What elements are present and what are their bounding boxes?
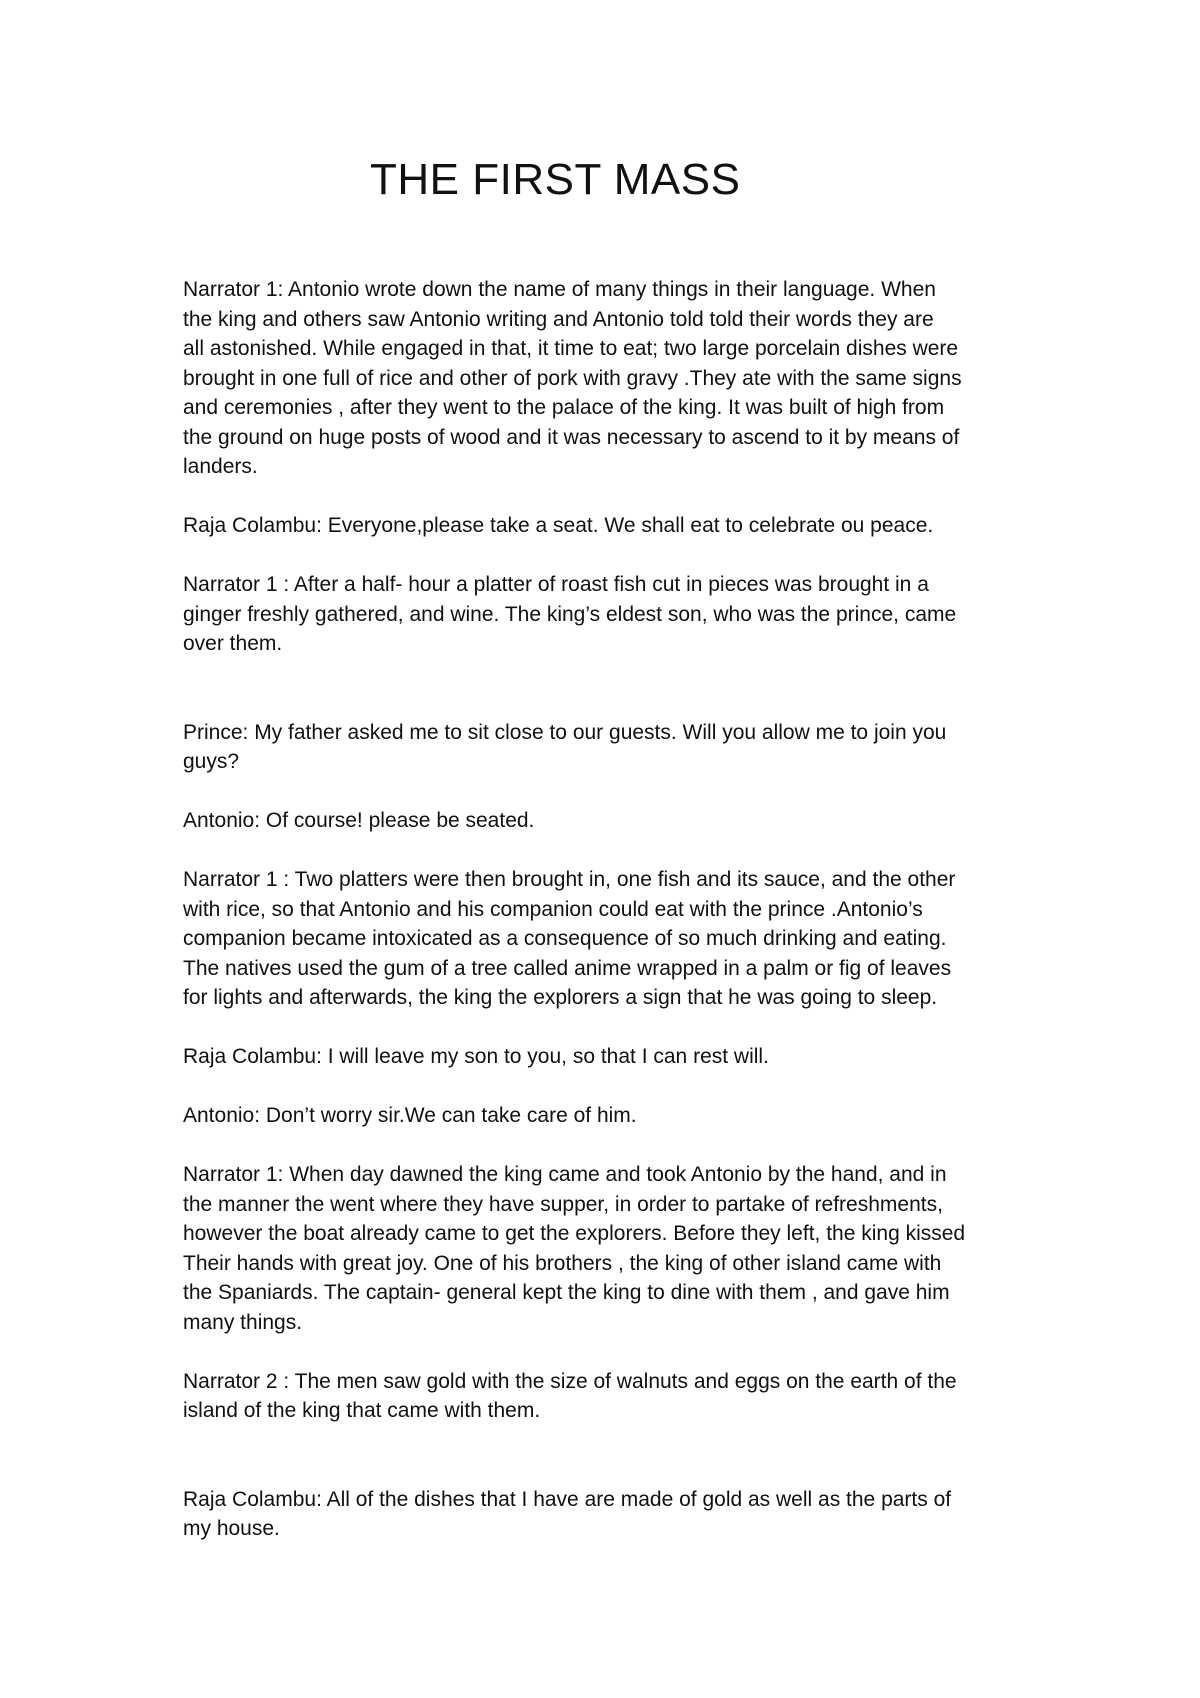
text-line: the Spaniards. The captain- general kept the king to dine with them , and gave him — [183, 1281, 950, 1304]
narration-paragraph — [183, 1367, 1033, 1426]
text-line: Narrator 2 : The men saw gold with the size of walnuts and eggs on the earth of the — [183, 1369, 957, 1393]
text-line: guys? — [183, 750, 240, 773]
text-line: the manner the went where they have supper, in order to partake of refreshments, — [183, 1192, 943, 1216]
text-line: my house. — [183, 1517, 280, 1540]
text-line: Their hands with great joy. One of his brothers , the king of other island came with — [183, 1251, 942, 1275]
dialogue-paragraph — [183, 1042, 1033, 1072]
text-line: the ground on huge posts of wood and it was necessary to ascend to it by means of — [183, 425, 960, 449]
dialogue-paragraph — [183, 1485, 1033, 1544]
text-line: Raja Colambu: I will leave my son to you, so that I can rest will. — [183, 1045, 769, 1068]
narration-paragraph — [183, 865, 1033, 1013]
text-line: however the boat already came to get the explorers. Before they left, the king kissed — [183, 1222, 966, 1245]
text-line: Narrator 1: When day dawned the king came and took Antonio by the hand, and in — [183, 1163, 947, 1186]
text-line: landers. — [183, 455, 258, 478]
text-line: Raja Colambu: Everyone,please take a seat. We shall eat to celebrate ou peace. — [183, 514, 934, 537]
narration-paragraph — [183, 275, 1033, 482]
text-line: with rice, so that Antonio and his companion could eat with the prince .Antonio’s — [183, 897, 923, 921]
paragraph-gap — [183, 1013, 1033, 1043]
text-line: for lights and afterwards, the king the explorers a sign that he was going to sleep. — [183, 986, 938, 1009]
text-line: the king and others saw Antonio writing and Antonio told told their words they are — [183, 307, 934, 331]
text-line: Narrator 1 : Two platters were then brought in, one fish and its sauce, and the other — [183, 868, 956, 891]
dialogue-paragraph — [183, 718, 1033, 777]
paragraph-gap — [183, 1131, 1033, 1161]
dialogue-paragraph — [183, 511, 1033, 541]
paragraph-gap — [183, 1072, 1033, 1102]
paragraph-gap — [183, 777, 1033, 807]
text-line: ginger freshly gathered, and wine. The king’s eldest son, who was the prince, came — [183, 602, 957, 626]
text-line: all astonished. While engaged in that, it time to eat; two large porcelain dishes were — [183, 337, 959, 360]
text-line: Antonio: Don’t worry sir.We can take care of him. — [183, 1104, 637, 1127]
text-line: The natives used the gum of a tree called anime wrapped in a palm or fig of leaves — [183, 956, 952, 980]
text-line: Narrator 1: Antonio wrote down the name of many things in their language. When — [183, 278, 936, 301]
text-line: companion became intoxicated as a consequence of so much drinking and eating. — [183, 927, 947, 950]
text-line: Narrator 1 : After a half- hour a platter of roast fish cut in pieces was brought in a — [183, 573, 929, 596]
text-line: Prince: My father asked me to sit close to our guests. Will you allow me to join you — [183, 720, 947, 744]
paragraph-gap — [183, 482, 1033, 512]
dialogue-paragraph — [183, 1101, 1033, 1131]
text-line: Antonio: Of course! please be seated. — [183, 809, 535, 832]
text-line: over them. — [183, 632, 283, 655]
paragraph-gap — [183, 1426, 1033, 1485]
text-line: and ceremonies , after they went to the palace of the king. It was built of high from — [183, 396, 945, 419]
text-line: many things. — [183, 1310, 303, 1334]
paragraph-gap — [183, 541, 1033, 571]
dialogue-paragraph — [183, 806, 1033, 836]
document-body — [183, 275, 1033, 1544]
paragraph-gap — [183, 1337, 1033, 1367]
document-title: THE FIRST MASS — [370, 155, 741, 204]
text-line: island of the king that came with them. — [183, 1399, 541, 1422]
narration-paragraph — [183, 570, 1033, 659]
text-line: Raja Colambu: All of the dishes that I have are made of gold as well as the parts of — [183, 1487, 952, 1511]
paragraph-gap — [183, 659, 1033, 718]
narration-paragraph — [183, 1160, 1033, 1337]
paragraph-gap — [183, 836, 1033, 866]
text-line: brought in one full of rice and other of pork with gravy .They ate with the same signs — [183, 366, 962, 390]
